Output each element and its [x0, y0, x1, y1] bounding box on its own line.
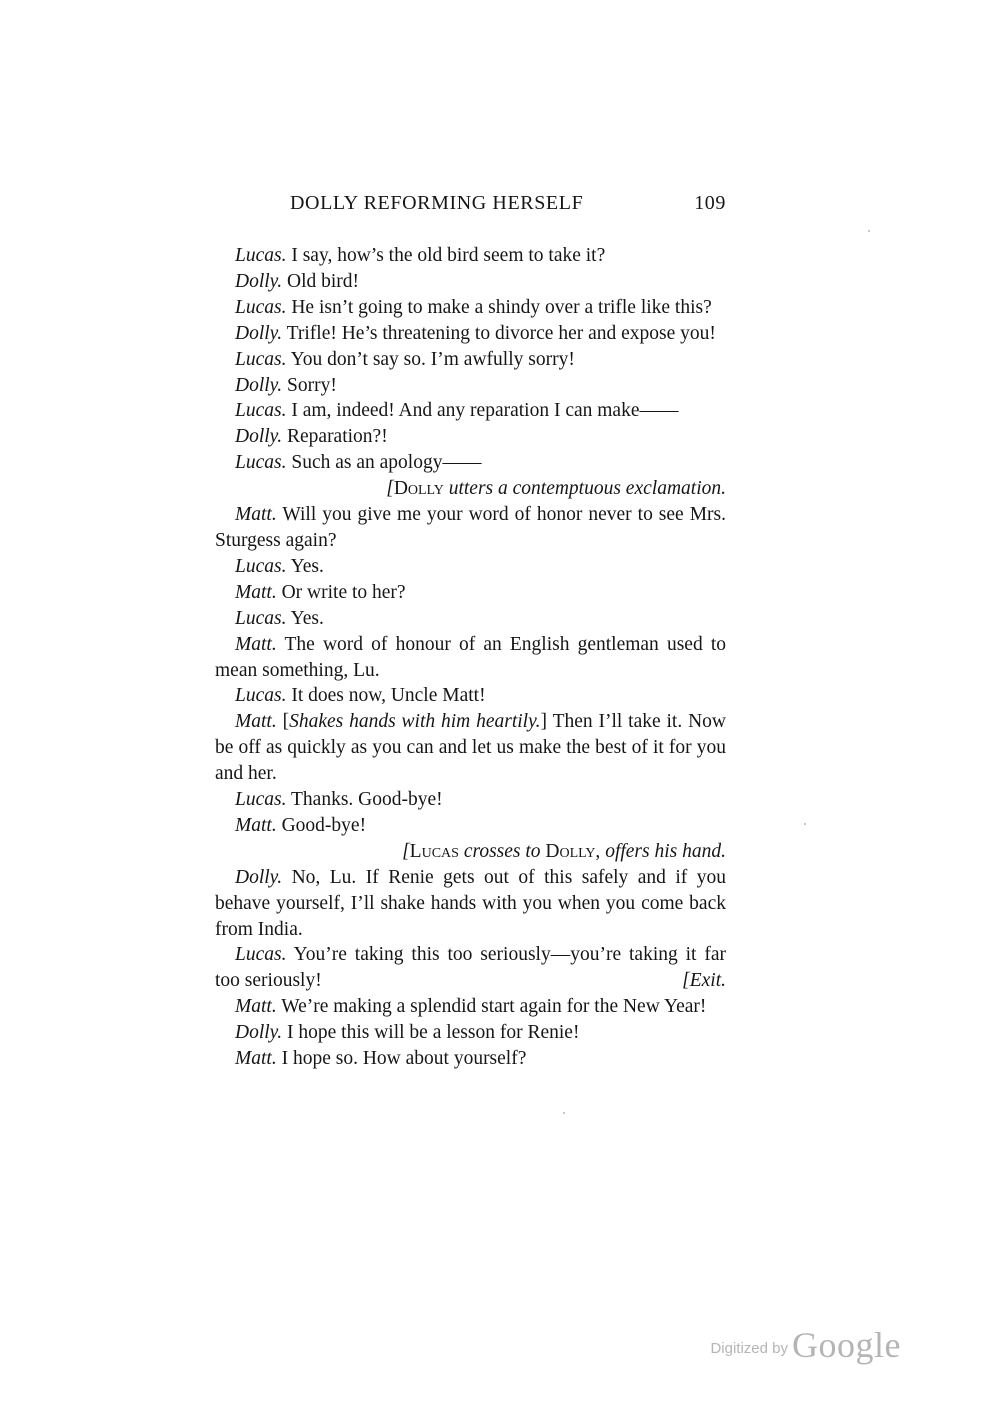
dialogue-line: Matt. Or write to her?: [235, 581, 406, 603]
dialogue-line: Matt. The word of honour of an English gentleman used to mean something, Lu.: [215, 633, 726, 681]
dialogue-line: Lucas. You’re taking this too seriously—you’re taking it far too seriously! [Exit.: [215, 942, 726, 994]
exit-direction: [Exit.: [682, 970, 726, 992]
running-header: [290, 192, 726, 218]
dialogue-line: Lucas. He isn’t going to make a shindy over a trifle like this?: [235, 296, 712, 318]
dialogue-line: Lucas. Thanks. Good-bye!: [235, 789, 443, 811]
dialogue-line: Dolly. Sorry!: [235, 374, 337, 396]
stage-direction: [Dolly utters a contemptuous exclamation.: [386, 478, 726, 500]
scan-speck: [563, 1112, 565, 1114]
dialogue-line: Lucas. Yes.: [235, 607, 324, 629]
dialogue-line: Matt. I hope so. How about yourself?: [235, 1048, 527, 1070]
dialogue-line: Lucas. Yes.: [235, 555, 324, 577]
dialogue-line: Lucas. I am, indeed! And any reparation I can make——: [235, 400, 679, 422]
play-text: [215, 243, 726, 1072]
scan-speck: [868, 230, 870, 232]
dialogue-line: Lucas. Such as an apology——: [235, 452, 482, 474]
dialogue-line: Matt. [Shakes hands with him heartily.] Then I’ll take it. Now be off as quickly as you can and let us make the best of it for you and her.: [215, 711, 726, 785]
dialogue-line: Lucas. You don’t say so. I’m awfully sorry!: [235, 348, 575, 370]
stage-direction: [Lucas crosses to Dolly, offers his hand.: [402, 840, 726, 862]
dialogue-line: Matt. We’re making a splendid start again for the New Year!: [235, 996, 707, 1018]
inline-stage-direction: Shakes hands with him heartily.: [289, 711, 541, 733]
dialogue-line: Dolly. No, Lu. If Renie gets out of this safely and if you behave yourself, I’ll shake hands with you when you come back from India.: [215, 866, 727, 940]
running-title: DOLLY REFORMING HERSELF: [290, 192, 584, 214]
dialogue-line: Matt. Good-bye!: [235, 814, 367, 836]
digitized-by-google-watermark: Digitized by Google: [710, 1325, 901, 1365]
dialogue-line: Lucas. It does now, Uncle Matt!: [235, 685, 486, 707]
dialogue-line: Dolly. I hope this will be a lesson for Renie!: [235, 1022, 580, 1044]
dialogue-line: Dolly. Old bird!: [235, 270, 360, 292]
dialogue-line: Lucas. I say, how’s the old bird seem to take it?: [235, 245, 606, 266]
page-number: 109: [694, 192, 726, 214]
dialogue-line: Dolly. Trifle! He’s threatening to divorce her and expose you!: [235, 322, 716, 344]
scan-speck: [804, 823, 806, 825]
dialogue-line: Dolly. Reparation?!: [235, 426, 388, 448]
dialogue-line: Matt. Will you give me your word of honor never to see Mrs. Sturgess again?: [215, 504, 726, 551]
